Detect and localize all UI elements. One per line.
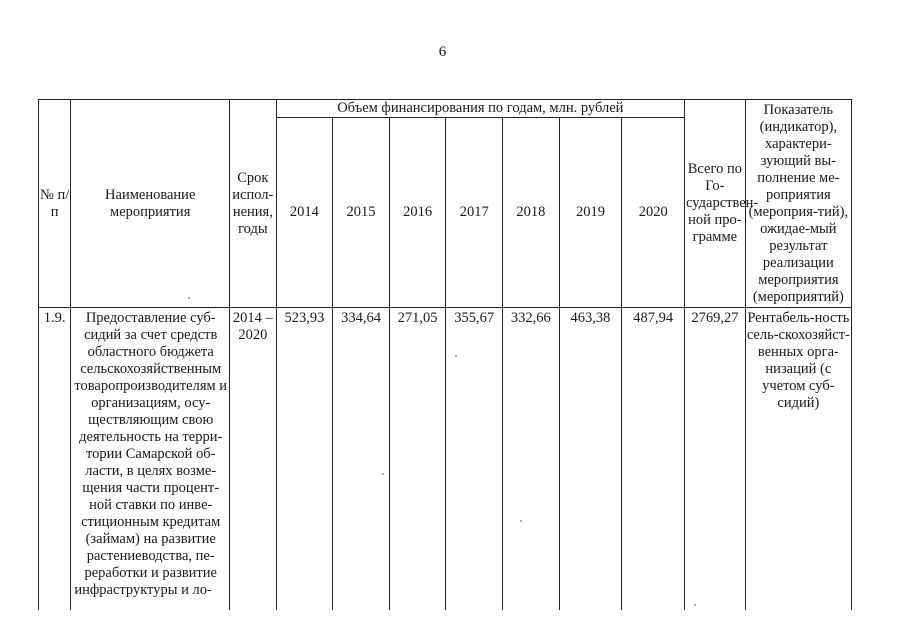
scan-speck — [455, 355, 457, 357]
header-num: № п/п — [39, 100, 71, 308]
page-number: 6 — [438, 44, 447, 60]
header-term: Срок испол-нения, годы — [230, 100, 277, 308]
row-value-2016: 271,05 — [389, 308, 446, 611]
row-num: 1.9. — [39, 308, 71, 611]
header-total: Всего по Го-сударствен-ной про-грамме — [685, 100, 746, 308]
header-year-2018: 2018 — [503, 118, 560, 308]
funding-table — [38, 99, 852, 610]
row-indicator: Рентабель-ность сель-скохозяйст-венных орга-низаций (с учетом суб-сидий) — [745, 308, 851, 611]
row-value-2019: 463,38 — [559, 308, 622, 611]
header-year-2020: 2020 — [622, 118, 685, 308]
row-name: Предоставление суб-сидий за счет средств областного бюджета сельскохозяйственным товаропроизводителям и организациям, осу-ществляющим свою деятельность на терри-тории Самарской об-ласти, в целях возме-щения части процент-ной ставки по инве-стиционным кредитам (займам) на развитие растениеводства, пе-реработки и развитие инфраструктуры и ло- — [71, 308, 230, 611]
scan-speck — [188, 297, 190, 299]
header-funding-group: Объем финансирования по годам, млн. рублей — [276, 100, 684, 118]
row-value-2020: 487,94 — [622, 308, 685, 611]
scan-speck — [520, 520, 522, 522]
header-year-2017: 2017 — [446, 118, 503, 308]
scan-speck — [382, 473, 384, 475]
header-year-2014: 2014 — [276, 118, 333, 308]
header-year-2015: 2015 — [333, 118, 390, 308]
row-value-2014: 523,93 — [276, 308, 333, 611]
header-year-2016: 2016 — [389, 118, 446, 308]
header-indicator: Показатель (индикатор), характери-зующий вы-полнение ме-роприятия (мероприя-тий), ожидае-мый результат реализации мероприятия (мероприятий) — [745, 100, 851, 308]
row-value-2018: 332,66 — [503, 308, 560, 611]
row-value-2015: 334,64 — [333, 308, 390, 611]
row-total: 2769,27 — [685, 308, 746, 611]
header-name: Наименование мероприятия — [71, 100, 230, 308]
table-row — [39, 308, 852, 611]
row-term: 2014 – 2020 — [230, 308, 277, 611]
row-value-2017: 355,67 — [446, 308, 503, 611]
scan-speck — [694, 604, 696, 606]
header-year-2019: 2019 — [559, 118, 622, 308]
